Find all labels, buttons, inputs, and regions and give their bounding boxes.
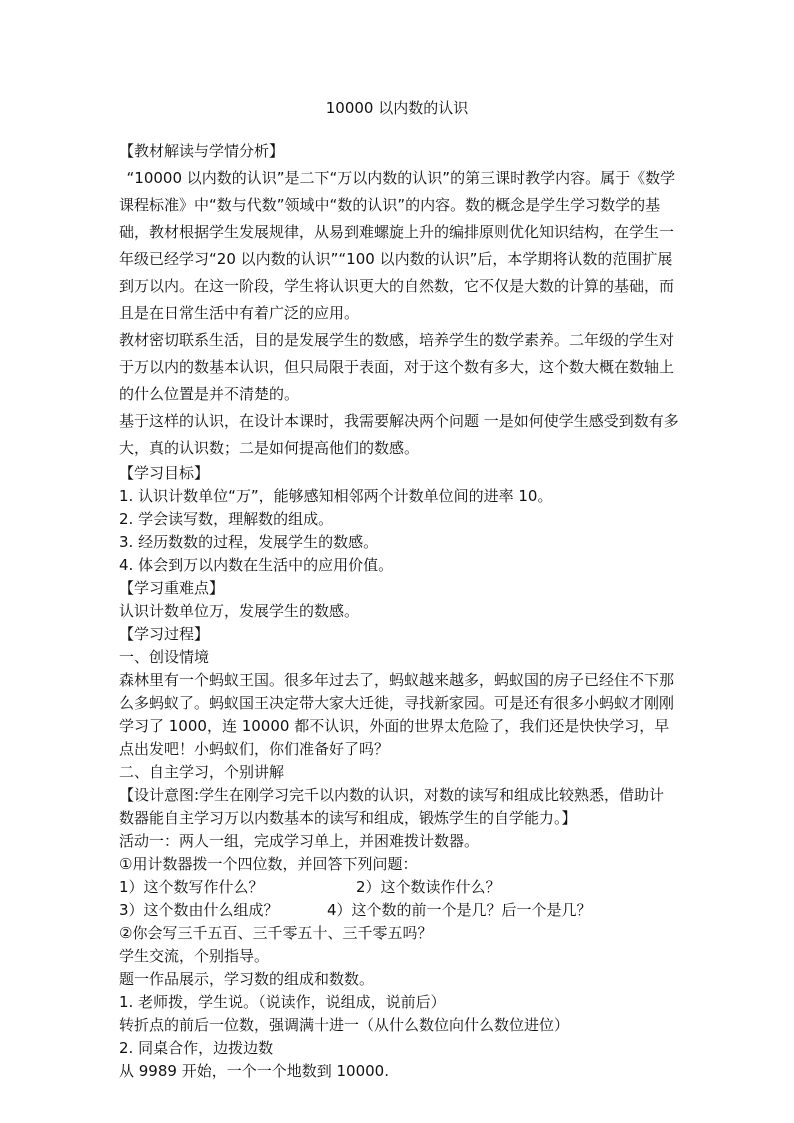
question-row [119, 899, 679, 922]
goal-item: 2. 学会读写数，理解数的组成。 [119, 510, 334, 528]
goal-item: 4. 体会到万以内数在生活中的应用价值。 [119, 556, 394, 574]
paragraph: 2. 同桌合作，边拨边数 [119, 1039, 274, 1057]
paragraph: 1. 老师拨，学生说。（说读作，说组成，说前后） [119, 993, 446, 1011]
paragraph: 学生交流，个别指导。 [119, 947, 270, 965]
paragraph: 森林里有一个蚂蚁王国。很多年过去了，蚂蚁越来越多，蚂蚁国的房子已经住不下那么多蚂蚁了。蚂蚁国王决定带大家大迁徙，寻找新家园。可是还有很多小蚂蚁才刚刚学习了 1000，连 10000 都不认识，外面的世界太危险了，我们还是快快学习，早点出发吧！小蚂蚁们，你们准备好了吗？ [119, 671, 675, 758]
paragraph: 认识计数单位万，发展学生的数感。 [119, 602, 360, 620]
paragraph: 活动一：两人一组，完成学习单上，并困难拨计数器。 [119, 832, 480, 850]
section-heading-goals: 【学习目标】 [119, 464, 210, 482]
document-title: 10000 以内数的认识 [325, 99, 469, 117]
subheading: 二、自主学习，个别讲解 [119, 763, 285, 781]
paragraph: 题一作品展示，学习数的组成和数数。 [119, 970, 375, 988]
paragraph: 基于这样的认识，在设计本课时，我需要解决两个问题 一是如何使学生感受到数有多大，真的认识数；二是如何提高他们的数感。 [119, 412, 679, 457]
question-row [119, 876, 679, 899]
design-intent: 【设计意图:学生在刚学习完千以内数的认识，对数的读写和组成比较熟悉，借助计数器能自主学习万以内数基本的读写和组成，锻炼学生的自学能力。】 [119, 786, 665, 827]
goal-item: 1. 认识计数单位“万”，能够感知相邻两个计数单位间的进率 10。 [119, 487, 553, 505]
paragraph: 从 9989 开始，一个一个地数到 10000. [119, 1062, 389, 1080]
section-heading-key-points: 【学习重难点】 [119, 579, 225, 597]
goal-item: 3. 经历数数的过程，发展学生的数感。 [119, 533, 379, 551]
question: 4）这个数的前一个是几？后一个是几？ [327, 901, 592, 919]
question: 1）这个数写作什么？ [119, 878, 264, 896]
document-body [119, 138, 679, 1083]
question: 2）这个数读作什么？ [356, 878, 501, 896]
question: 3）这个数由什么组成？ [119, 901, 279, 919]
subheading: 一、创设情境 [119, 648, 210, 666]
paragraph: 转折点的前后一位数，强调满十进一（从什么数位向什么数位进位） [119, 1016, 570, 1034]
paragraph: 教材密切联系生活，目的是发展学生的数感，培养学生的数学素养。二年级的学生对于万以内的数基本认识，但只局限于表面，对于这个数有多大，这个数大概在数轴上的什么位置是并不清楚的。 [119, 331, 675, 403]
section-heading-analysis: 【教材解读与学情分析】 [119, 142, 285, 160]
paragraph: ①用计数器拨一个四位数，并回答下列问题： [119, 855, 418, 873]
paragraph: ②你会写三千五百、三千零五十、三千零五吗？ [119, 924, 433, 942]
section-heading-process: 【学习过程】 [119, 625, 210, 643]
paragraph: “10000 以内数的认识”是二下“万以内数的认识”的第三课时教学内容。属于《数学课程标准》中“数与代数”领域中“数的认识”的内容。数的概念是学生学习数学的基础，教材根据学生发展规律，从易到难螺旋上升的编排原则优化知识结构，在学生一年级已经学习“20 以内数的认识”“100 以内数的认识”后，本学期将认数的范围扩展到万以内。在这一阶段，学生将认识更大的自然数，它不仅是大数的计算的基础，而且是在日常生活中有着广泛的应用。 [119, 169, 676, 322]
